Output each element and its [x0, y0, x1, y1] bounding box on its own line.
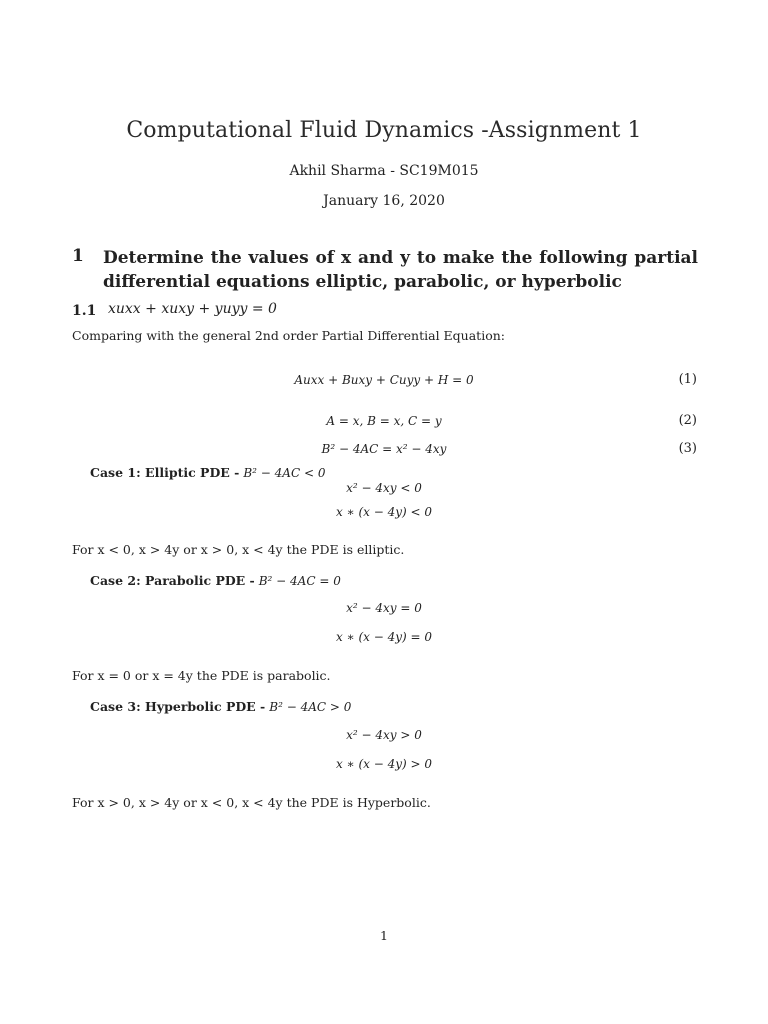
case-3-label: Case 3: Hyperbolic PDE -: [90, 699, 266, 714]
section-title: Determine the values of x and y to make the following partial differential equations elliptic, parabolic, or hyperbolic: [103, 248, 698, 292]
case-1-step-2: x ∗ (x − 4y) < 0: [335, 505, 433, 519]
intro-paragraph: Comparing with the general 2nd order Partial Differential Equation:: [72, 328, 505, 343]
case-2-step-2: x ∗ (x − 4y) = 0: [335, 630, 433, 644]
case-3-heading: [90, 699, 351, 714]
case-3-step-1: x² − 4xy > 0: [346, 728, 422, 742]
date-line: January 16, 2020: [323, 193, 445, 209]
equation-number-1: (1): [678, 372, 697, 387]
equation-1: Auxx + Buxy + Cuyy + H = 0: [294, 373, 474, 387]
equation-number-2: (2): [678, 413, 697, 428]
page-number: 1: [380, 928, 388, 943]
case-1-label: Case 1: Elliptic PDE -: [90, 465, 240, 480]
subsection-equation: xuxx + xuxy + yuyy = 0: [108, 301, 277, 317]
case-1-heading: [90, 465, 325, 480]
case-2-condition: B² − 4AC = 0: [258, 574, 341, 588]
case-2-label: Case 2: Parabolic PDE -: [90, 573, 255, 588]
equation-3: B² − 4AC = x² − 4xy: [321, 442, 447, 456]
case-2-step-1: x² − 4xy = 0: [346, 601, 422, 615]
case-3-conclusion: For x > 0, x > 4y or x < 0, x < 4y the PDE is Hyperbolic.: [72, 795, 431, 810]
subsection-number: 1.1: [72, 303, 97, 319]
case-1-condition: B² − 4AC < 0: [243, 466, 326, 480]
case-2-conclusion: For x = 0 or x = 4y the PDE is parabolic.: [72, 668, 331, 683]
section-number: 1: [72, 246, 84, 266]
author-line: Akhil Sharma - SC19M015: [289, 163, 479, 179]
equation-2: A = x, B = x, C = y: [326, 414, 442, 428]
equation-number-3: (3): [678, 441, 697, 456]
case-2-heading: [90, 573, 341, 588]
case-1-step-1: x² − 4xy < 0: [346, 481, 422, 495]
document-title: Computational Fluid Dynamics -Assignment 1: [126, 118, 642, 143]
case-1-conclusion: For x < 0, x > 4y or x > 0, x < 4y the PDE is elliptic.: [72, 542, 405, 557]
case-3-step-2: x ∗ (x − 4y) > 0: [335, 757, 433, 771]
case-3-condition: B² − 4AC > 0: [269, 700, 352, 714]
